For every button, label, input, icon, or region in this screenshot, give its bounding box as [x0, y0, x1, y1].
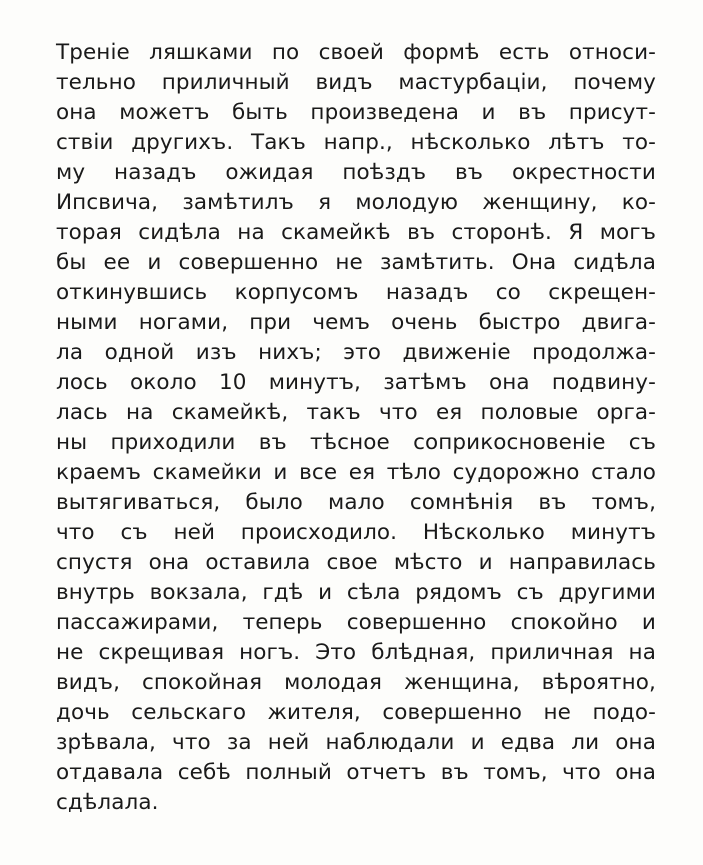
body-paragraph [56, 38, 656, 818]
text-line: сдѣлала. [56, 790, 159, 815]
text-line: ла одной изъ нихъ; это движеніе продолжа- [56, 340, 656, 365]
text-line: му назадъ ожидая поѣздъ въ окрестности [56, 160, 656, 185]
text-line: торая сидѣла на скамейкѣ въ сторонѣ. Я могъ [56, 220, 656, 245]
text-line: краемъ скамейки и все ея тѣло судорожно стало [56, 460, 656, 485]
text-line: не скрещивая ногъ. Это блѣдная, приличная на [56, 640, 656, 665]
text-line: вытягиваться, было мало сомнѣнія въ томъ, [56, 490, 656, 515]
text-line: ны приходили въ тѣсное соприкосновеніе съ [56, 430, 656, 455]
text-line: ствіи другихъ. Такъ напр., нѣсколько лѣтъ то- [56, 130, 656, 155]
text-line: лась на скамейкѣ, такъ что ея половые орга- [56, 400, 656, 425]
text-line: спустя она оставила свое мѣсто и направилась [56, 550, 656, 575]
text-line: бы ее и совершенно не замѣтить. Она сидѣла [56, 250, 656, 275]
text-line: она можетъ быть произведена и въ присут- [56, 100, 656, 125]
text-line: дочь сельскаго жителя, совершенно не подо- [56, 700, 656, 725]
text-line: откинувшись корпусомъ назадъ со скрещен- [56, 280, 656, 305]
text-line: пассажирами, теперь совершенно спокойно и [56, 610, 656, 635]
text-line: видъ, спокойная молодая женщина, вѣроятно, [56, 670, 656, 695]
text-line: ными ногами, при чемъ очень быстро двига- [56, 310, 656, 335]
text-line: зрѣвала, что за ней наблюдали и едва ли она [56, 730, 656, 755]
text-line: отдавала себѣ полный отчетъ въ томъ, что она [56, 760, 656, 785]
text-line: Треніе ляшками по своей формѣ есть относи- [56, 40, 656, 65]
text-line: внутрь вокзала, гдѣ и сѣла рядомъ съ другими [56, 580, 656, 605]
text-line: тельно приличный видъ мастурбаціи, почему [56, 70, 656, 95]
text-line: что съ ней происходило. Нѣсколько минутъ [56, 520, 656, 545]
text-line: лось около 10 минутъ, затѣмъ она подвину- [56, 370, 656, 395]
text-line: Ипсвича, замѣтилъ я молодую женщину, ко- [56, 190, 656, 215]
